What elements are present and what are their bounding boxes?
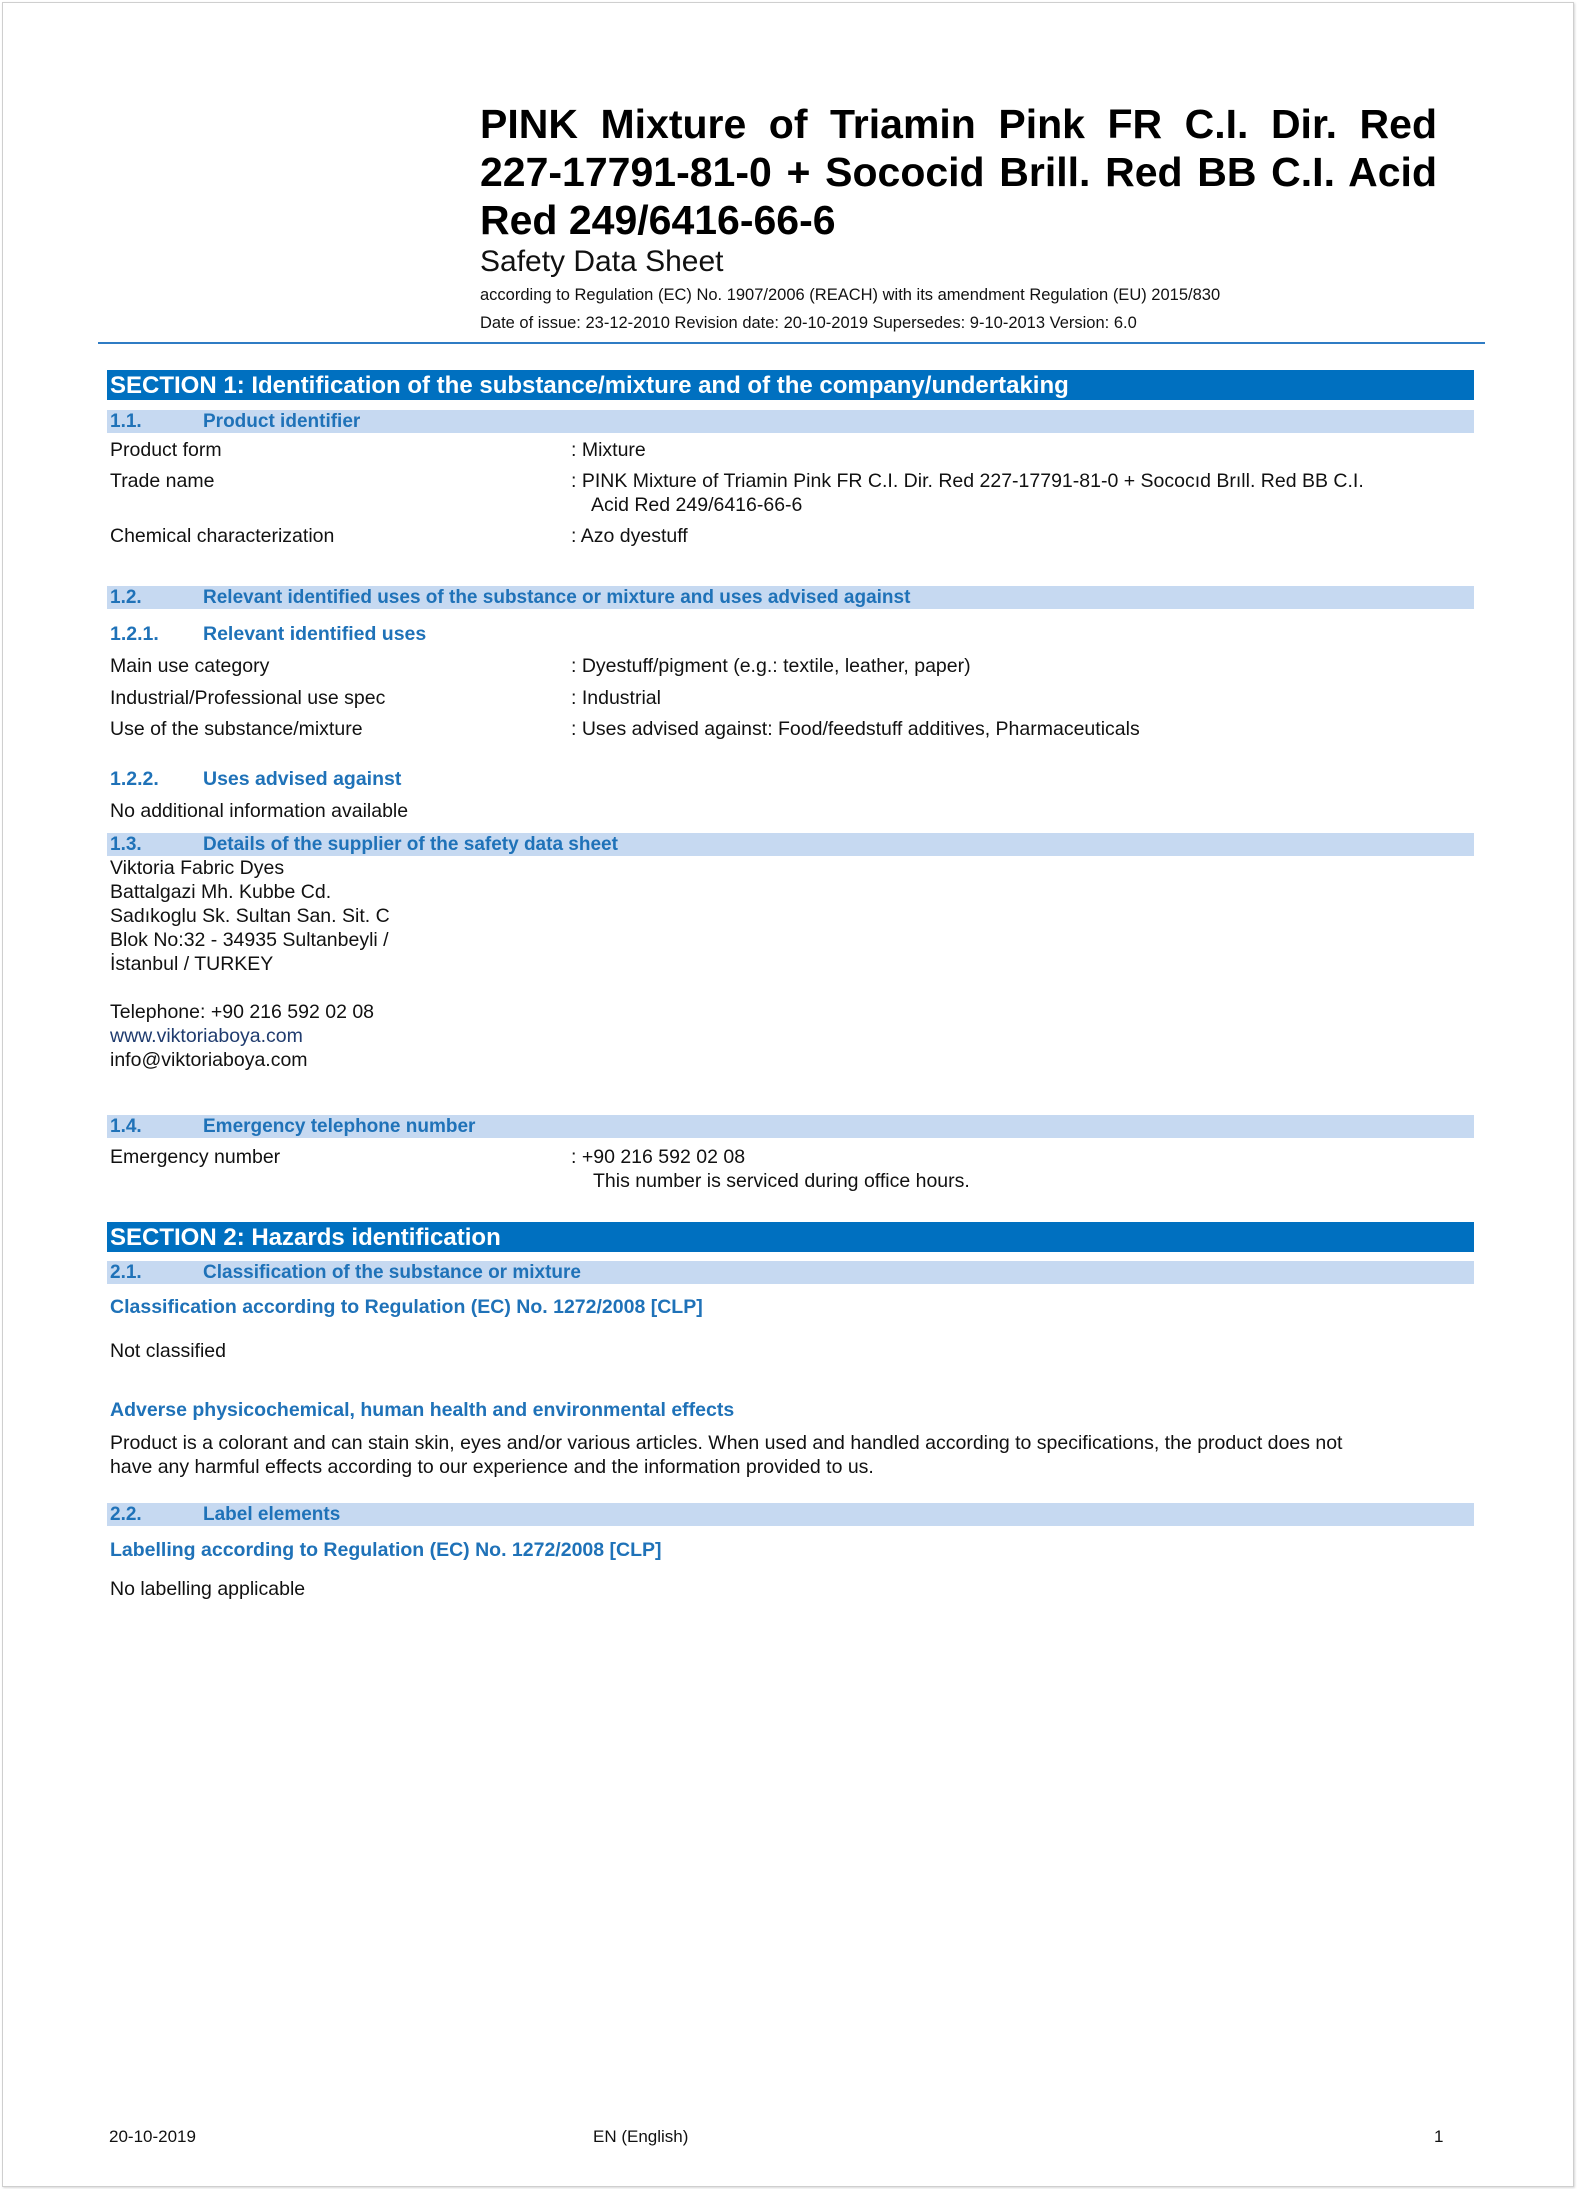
subsection-title: Classification of the substance or mixture xyxy=(203,1262,581,1283)
adverse-effects-heading: Adverse physicochemical, human health and environmental effects xyxy=(110,1399,735,1421)
regulation-note: according to Regulation (EC) No. 1907/2006 (REACH) with its amendment Regulation (EU) 2015/830 xyxy=(480,286,1221,304)
supplier-address-line: Sadıkoglu Sk. Sultan San. Sit. C xyxy=(110,905,390,927)
product-title: PINK Mixture of Triamin Pink FR C.I. Dir. Red 227-17791-81-0 + Sococid Brill. Red BB C.I. Acid Red 249/6416-66-6 xyxy=(480,101,1437,243)
section-1-header: SECTION 1: Identification of the substance/mixture and of the company/undertaking xyxy=(107,370,1474,400)
trade-name-value-cont: Acid Red 249/6416-66-6 xyxy=(591,494,803,516)
supplier-email[interactable]: info@viktoriaboya.com xyxy=(110,1049,308,1071)
subsection-number: 1.1. xyxy=(110,411,142,432)
subsection-2-1-header xyxy=(107,1261,1474,1284)
subsection-title: Details of the supplier of the safety data sheet xyxy=(203,834,618,855)
subsection-number: 1.3. xyxy=(110,834,142,855)
use-of-substance-value: : Uses advised against: Food/feedstuff additives, Pharmaceuticals xyxy=(571,718,1140,740)
subsection-1-1-header xyxy=(107,410,1474,433)
product-form-label: Product form xyxy=(110,439,222,461)
clp-classification-text: Not classified xyxy=(110,1340,226,1362)
supplier-address-line: Battalgazi Mh. Kubbe Cd. xyxy=(110,881,332,903)
subsection-title: Emergency telephone number xyxy=(203,1116,476,1137)
product-form-value: : Mixture xyxy=(571,439,646,461)
subsection-1-2-1-heading xyxy=(110,623,426,646)
header-divider xyxy=(98,342,1485,344)
subsection-2-2-header xyxy=(107,1503,1474,1526)
revision-dates: Date of issue: 23-12-2010 Revision date: 20-10-2019 Supersedes: 9-10-2013 Version: 6.0 xyxy=(480,314,1137,332)
footer-page-number: 1 xyxy=(1434,2127,1444,2146)
subsection-number: 1.2.1. xyxy=(110,623,159,645)
subsection-title: Label elements xyxy=(203,1504,341,1525)
subsection-1-2-2-heading xyxy=(110,768,401,791)
labelling-heading: Labelling according to Regulation (EC) No. 1272/2008 [CLP] xyxy=(110,1539,662,1561)
trade-name-label: Trade name xyxy=(110,470,215,492)
footer-date: 20-10-2019 xyxy=(109,2127,196,2146)
subsection-title: Product identifier xyxy=(203,411,361,432)
main-use-category-label: Main use category xyxy=(110,655,270,677)
subsection-number: 1.4. xyxy=(110,1116,142,1137)
uses-advised-against-text: No additional information available xyxy=(110,800,409,822)
subsection-number: 2.2. xyxy=(110,1504,142,1525)
labelling-text: No labelling applicable xyxy=(110,1578,306,1600)
supplier-website-link[interactable]: www.viktoriaboya.com xyxy=(110,1025,303,1047)
emergency-number-value: : +90 216 592 02 08 xyxy=(571,1146,746,1168)
subsection-title: Uses advised against xyxy=(203,768,402,790)
subsection-title: Relevant identified uses xyxy=(203,623,427,645)
clp-classification-heading: Classification according to Regulation (EC) No. 1272/2008 [CLP] xyxy=(110,1296,703,1318)
document-type: Safety Data Sheet xyxy=(480,245,724,278)
main-use-category-value: : Dyestuff/pigment (e.g.: textile, leather, paper) xyxy=(571,655,971,677)
industrial-use-value: : Industrial xyxy=(571,687,661,709)
subsection-title: Relevant identified uses of the substance or mixture and uses advised against xyxy=(203,587,911,608)
subsection-number: 1.2. xyxy=(110,587,142,608)
supplier-address-line: Blok No:32 - 34935 Sultanbeyli / xyxy=(110,929,389,951)
industrial-use-label: Industrial/Professional use spec xyxy=(110,687,386,709)
supplier-address-line: İstanbul / TURKEY xyxy=(110,953,274,975)
document-page xyxy=(2,2,1574,2187)
subsection-number: 1.2.2. xyxy=(110,768,159,790)
supplier-name: Viktoria Fabric Dyes xyxy=(110,857,285,879)
subsection-1-3-header xyxy=(107,833,1474,856)
adverse-effects-text-cont: have any harmful effects according to our experience and the information provided to us. xyxy=(110,1456,874,1478)
emergency-number-note: This number is serviced during office hours. xyxy=(593,1170,970,1192)
adverse-effects-text: Product is a colorant and can stain skin, eyes and/or various articles. When used and handled according to specifications, the product does not xyxy=(110,1432,1343,1454)
use-of-substance-label: Use of the substance/mixture xyxy=(110,718,363,740)
footer-language: EN (English) xyxy=(593,2127,689,2146)
chemical-characterization-value: : Azo dyestuff xyxy=(571,525,688,547)
emergency-number-label: Emergency number xyxy=(110,1146,281,1168)
subsection-number: 2.1. xyxy=(110,1262,142,1283)
supplier-telephone: Telephone: +90 216 592 02 08 xyxy=(110,1001,375,1023)
subsection-1-2-header xyxy=(107,586,1474,609)
section-2-header: SECTION 2: Hazards identification xyxy=(107,1222,1474,1252)
chemical-characterization-label: Chemical characterization xyxy=(110,525,335,547)
trade-name-value: : PINK Mixture of Triamin Pink FR C.I. Dir. Red 227-17791-81-0 + Sococıd Brıll. Red BB C.I. xyxy=(571,470,1364,492)
subsection-1-4-header xyxy=(107,1115,1474,1138)
